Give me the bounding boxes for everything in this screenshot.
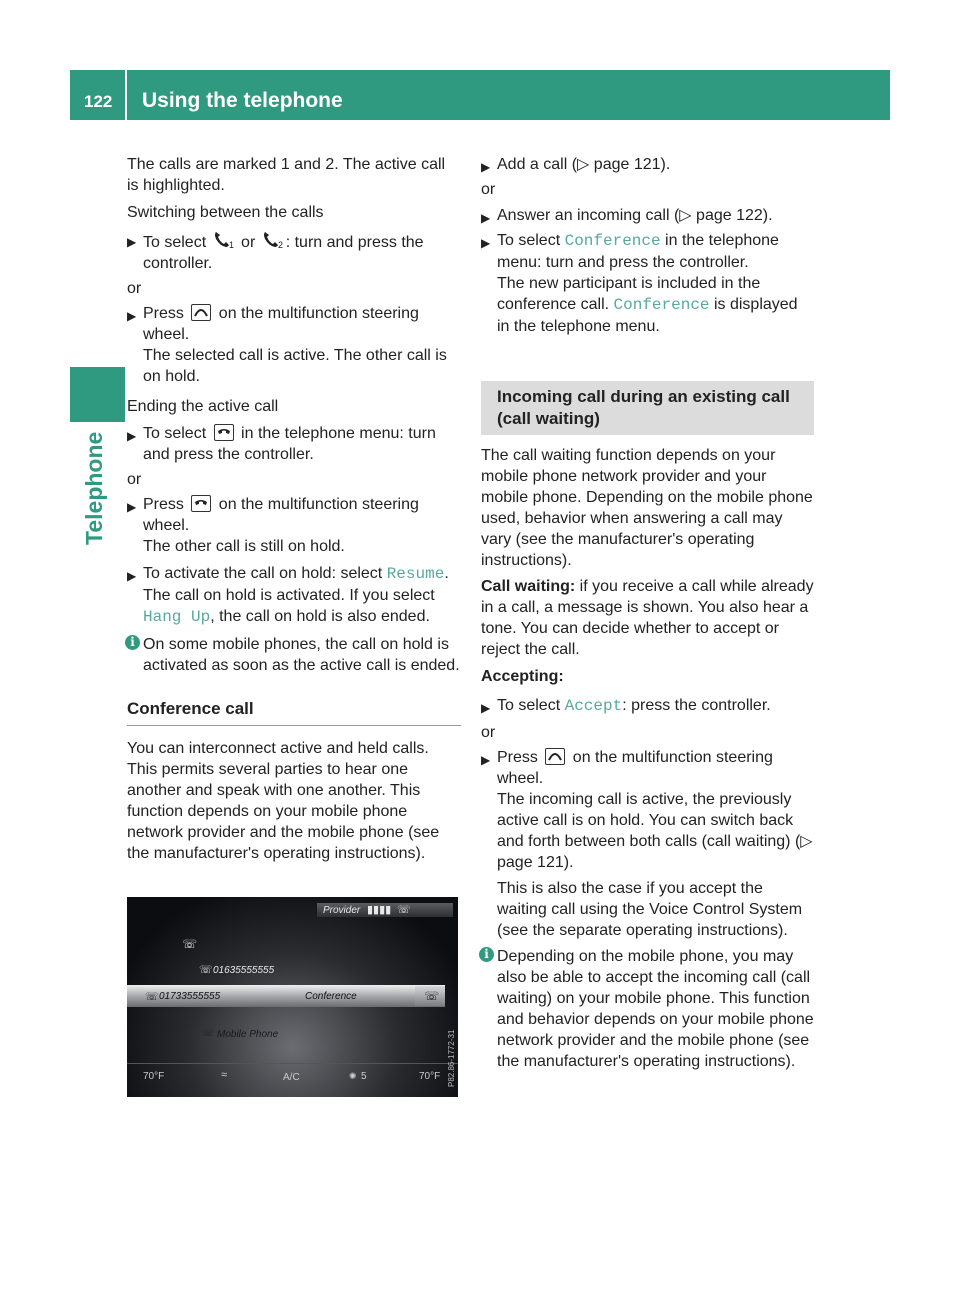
signal-icon: ▮▮▮▮ (367, 904, 392, 916)
display-screenshot (127, 897, 458, 1097)
or-text: or (127, 280, 142, 297)
step-press-accept: ▶ Press on the multifunction steering wheel. The selected call is active. The other call is on hold. (127, 305, 447, 385)
info-note: i On some mobile phones, the call on hold is activated as soon as the active call is ended. (127, 634, 461, 676)
step-select-end: ▶ To select in the telephone menu: turn and press the controller. (127, 425, 436, 463)
step-answer-call: ▶ Answer an incoming call (▷ page 122). (481, 205, 814, 226)
phone-status-icon: ☏ (397, 904, 411, 916)
side-tab (70, 367, 125, 422)
section-title-conference: Conference call (127, 699, 254, 718)
active-call-icon: ☏ (145, 991, 159, 1003)
figure-code: P82.86-1772-31 (447, 1029, 456, 1087)
arrow-icon: ▶ (481, 236, 491, 250)
fan-level: 5 (361, 1071, 367, 1082)
step-select-conference: ▶ To select Conference in the telephone menu: turn and press the controller. The new participant is included in the conference call. Conference is displayed in the telephone menu. (481, 232, 798, 335)
call-waiting-paragraph: The call waiting function depends on your mobile phone network provider and your mobile phone. Depending on the mobile phone used, behavior when answering a call may vary (see the manufacturer's operating instructions). (481, 447, 813, 569)
conference-menu-item: Conference (564, 232, 661, 250)
arrow-icon: ▶ (127, 429, 137, 443)
step-add-call: ▶ Add a call (▷ page 121). (481, 154, 814, 175)
accept-call-icon (191, 304, 211, 321)
arrow-icon: ▶ (481, 701, 491, 715)
page-number: 122 (84, 92, 113, 111)
svg-text:1: 1 (228, 240, 234, 249)
svg-text:2: 2 (277, 240, 283, 249)
ac-label: A/C (283, 1072, 300, 1083)
arrow-icon: ▶ (127, 309, 137, 323)
call-number-2: 01733555555 (159, 991, 221, 1002)
end-call-icon (214, 424, 234, 441)
intro-text: The calls are marked 1 and 2. The active call is highlighted. (127, 156, 446, 194)
info-icon: i (479, 947, 494, 962)
conference-menu-item: Conference (305, 991, 357, 1002)
header-divider (125, 70, 127, 120)
mobile-phone-label: Mobile Phone (217, 1029, 279, 1040)
subheading-switching: Switching between the calls (127, 204, 324, 221)
step-press-accept: ▶ Press on the multifunction steering wheel. The incoming call is active, the previously active call is on hold. You can switch back and forth between both calls (call waiting) (▷ page 121). This is also the case if you accept the waiting call using the Voice Control System (see the separate operating instructions). (481, 749, 813, 939)
resume-menu-item: Resume (386, 565, 445, 583)
or-text: or (481, 724, 496, 741)
conference-menu-item: Conference (613, 296, 710, 314)
subheading-ending: Ending the active call (127, 398, 279, 415)
arrow-icon: ▶ (127, 235, 137, 249)
left-column (127, 154, 461, 864)
accepting-label: Accepting: (481, 668, 564, 685)
info-icon: i (125, 635, 140, 650)
arrow-icon: ▶ (127, 569, 137, 583)
call-1-icon: ☏ (182, 937, 198, 951)
page-title: Using the telephone (142, 89, 343, 112)
or-text: or (481, 181, 496, 198)
phone-1-icon (213, 229, 235, 249)
call-number-1: 01635555555 (213, 965, 275, 976)
arrow-icon: ▶ (481, 753, 491, 767)
info-note: i Depending on the mobile phone, you may also be able to accept the incoming call (call waiting) on your mobile phone. This function and behavior depends on your mobile phone network provider and the mobile phone (see the manufacturer's operating instructions). (481, 946, 814, 1072)
provider-label: Provider (323, 905, 361, 916)
end-call-icon: ☏ (424, 989, 440, 1003)
step-resume: ▶ To activate the call on hold: select Resume. The call on hold is activated. If you select Hang Up, the call on hold is also ended. (127, 565, 449, 626)
mobile-phone-icon: ☏ (202, 1028, 215, 1039)
accept-call-icon (545, 748, 565, 765)
section-rule (127, 725, 461, 726)
step-press-end: ▶ Press on the multifunction steering wheel. The other call is still on hold. (127, 496, 419, 555)
temp-left: 70°F (143, 1071, 165, 1082)
step-select-call: ▶ To select 1 or 2 : turn and press the controller. (127, 229, 461, 274)
call-2-icon: ☏ (199, 964, 213, 976)
call-waiting-heading: Incoming call during an existing call (call waiting) (481, 381, 814, 435)
phone-2-icon (262, 229, 284, 249)
right-column (481, 154, 814, 1072)
end-call-icon (191, 495, 211, 512)
step-select-accept: ▶ To select Accept: press the controller. (481, 695, 814, 717)
arrow-icon: ▶ (127, 500, 137, 514)
arrow-icon: ▶ (481, 160, 491, 174)
side-label: Telephone (81, 431, 107, 545)
hang-up-menu-item: Hang Up (143, 608, 211, 626)
page-header (70, 70, 890, 120)
accept-menu-item: Accept (564, 697, 623, 715)
seat-heat-icon: ≈ (221, 1069, 228, 1081)
call-waiting-description: Call waiting: if you receive a call while already in a call, a message is shown. You also hear a tone. You can decide whether to accept or reject the call. (481, 578, 814, 658)
fan-icon: ✺ (349, 1071, 357, 1081)
climate-divider (127, 1063, 458, 1064)
conference-paragraph: You can interconnect active and held calls. This permits several parties to hear one another and speak with one another. This function depends on your mobile phone network provider and the mobile phone (see the manufacturer's operating instructions). (127, 740, 440, 862)
or-text: or (127, 471, 142, 488)
arrow-icon: ▶ (481, 211, 491, 225)
temp-right: 70°F (419, 1071, 441, 1082)
